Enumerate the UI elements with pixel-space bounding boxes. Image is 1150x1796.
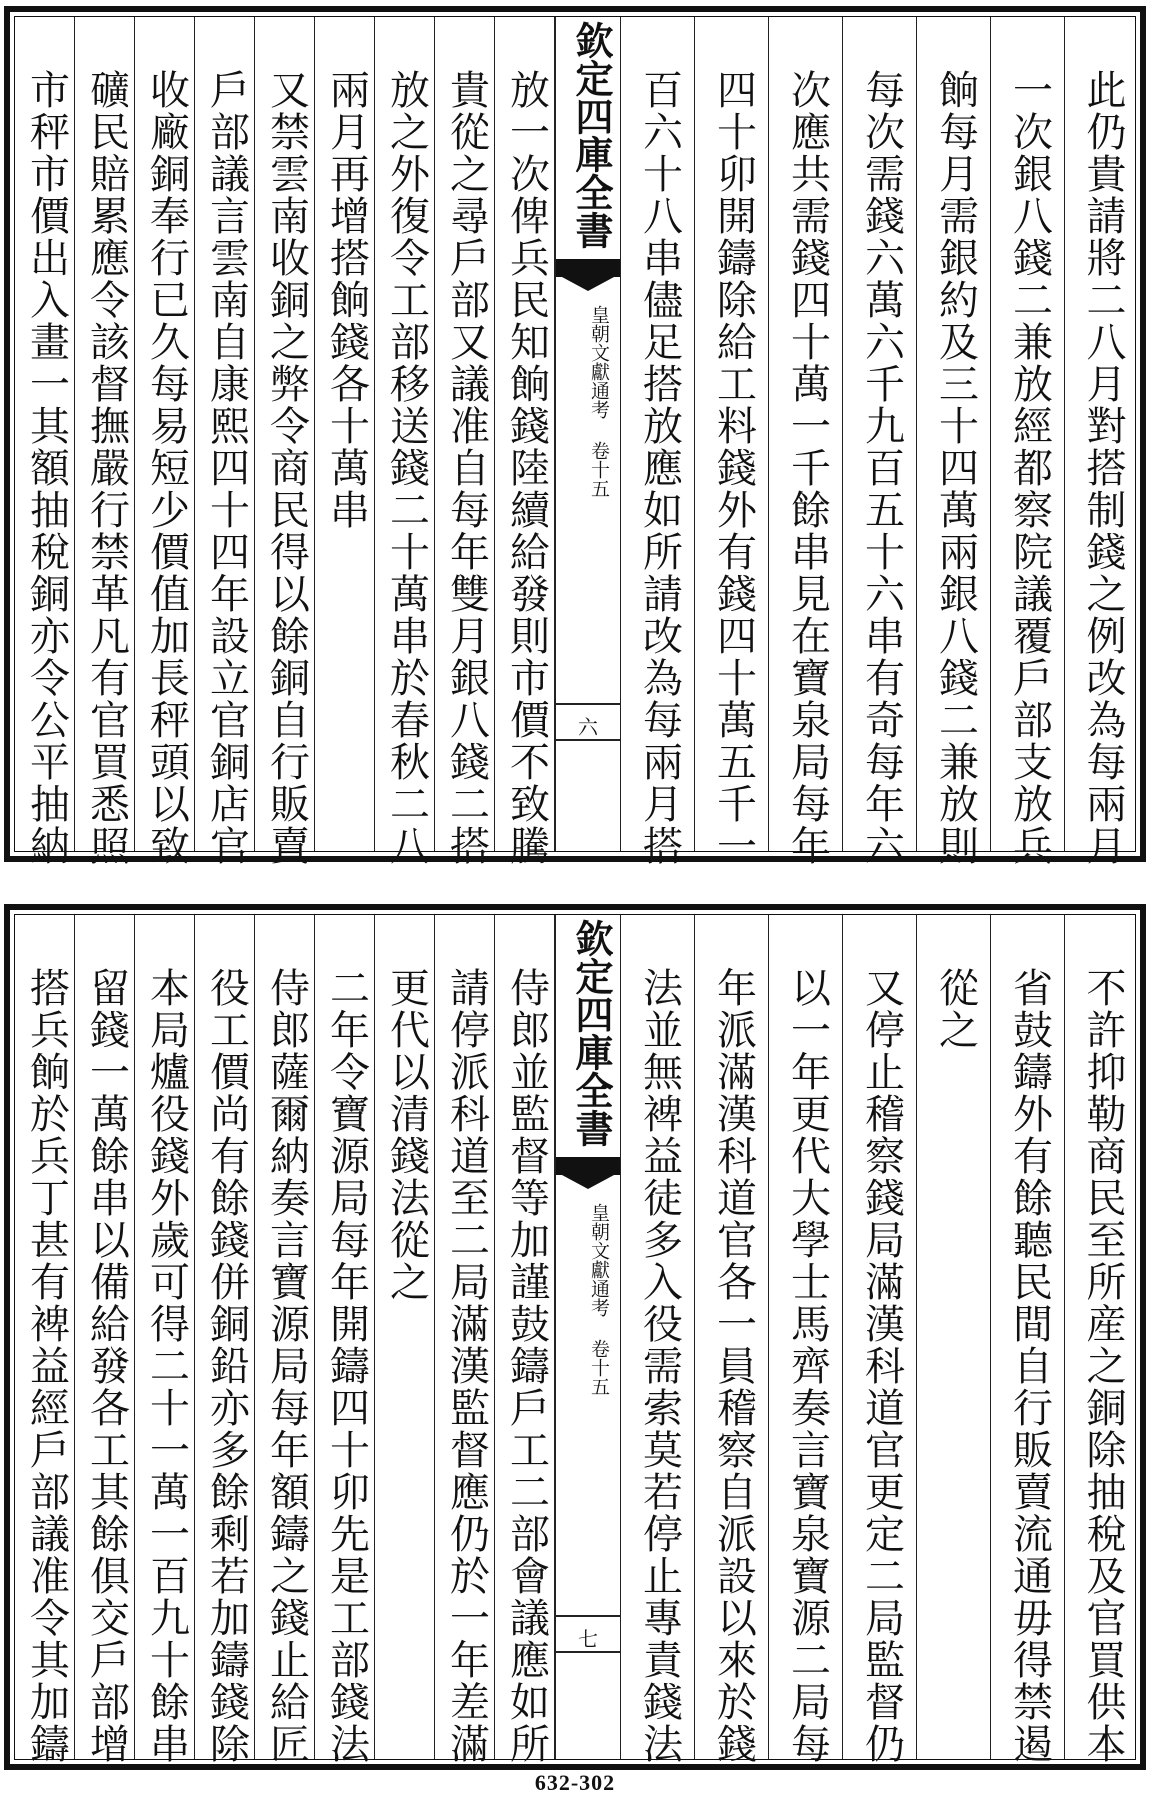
bottom-page-frame: [4, 904, 1146, 1770]
column-text: 從之: [932, 967, 979, 1051]
text-column: [991, 17, 1065, 867]
top-page-inner-border: [14, 16, 1136, 867]
center-title: 欽定四庫全書: [569, 21, 614, 249]
column-text: 本局爐役錢外歲可得二十一萬一百九十餘串: [143, 967, 190, 1765]
column-text: 留錢一萬餘串以備給發各工其餘俱交戶部增: [83, 967, 130, 1765]
text-column: [495, 17, 555, 867]
folio-number: 七: [578, 1627, 598, 1651]
text-column: [75, 915, 135, 1765]
column-text: 餉每月需銀約及三十四萬兩銀八錢二兼放則: [932, 69, 979, 867]
center-fold: [555, 17, 621, 851]
column-text: 侍郎薩爾納奏言寶源局每年額鑄之錢止給匠: [263, 967, 310, 1765]
text-column: [1065, 17, 1137, 867]
text-column: [917, 17, 991, 867]
page-number: 632-302: [534, 1770, 616, 1795]
center-subtitle: 皇朝文獻通考 卷十五: [588, 305, 610, 498]
folio-rule: [556, 1615, 620, 1617]
text-column: [255, 915, 315, 1765]
column-text: 省鼓鑄外有餘聽民間自行販賣流通毋得禁遏: [1006, 967, 1053, 1765]
text-column: [15, 915, 75, 1765]
top-page-frame: [4, 6, 1146, 867]
folio-rule: [556, 739, 620, 741]
column-text: 役工價尚有餘錢併銅鉛亦多餘剩若加鑄錢除: [203, 967, 250, 1765]
column-text: 市秤市價出入畫一其額抽稅銅亦令公平抽納: [23, 69, 70, 867]
column-text: 又禁雲南收銅之弊令商民得以餘銅自行販賣: [263, 69, 310, 867]
column-text: 礦民賠累應令該督撫嚴行禁革凡有官買悉照: [83, 69, 130, 867]
text-column: [75, 17, 135, 867]
column-text: 請停派科道至二局滿漢監督應仍於一年差滿: [443, 967, 490, 1765]
column-text: 年派滿漢科道官各一員稽察自派設以來於錢: [710, 967, 757, 1765]
text-column: [375, 915, 435, 1759]
text-column: [315, 915, 375, 1765]
folio-rule: [556, 1651, 620, 1653]
center-subtitle: 皇朝文獻通考 卷十五: [588, 1203, 610, 1396]
text-column: [917, 915, 991, 1759]
column-text: 貴從之尋戶部又議准自每年雙月銀八錢二搭: [443, 69, 490, 867]
column-text: 更代以清錢法從之: [383, 967, 430, 1303]
column-text: 以一年更代大學士馬齊奏言寶泉寶源二局每: [784, 967, 831, 1765]
text-column: [135, 17, 195, 867]
bottom-page-inner-border: [14, 914, 1136, 1765]
text-column: [435, 915, 495, 1765]
column-text: 侍郎並監督等加謹鼓鑄戶工二部會議應如所: [503, 967, 550, 1765]
text-column: [1065, 915, 1137, 1765]
text-column: [195, 17, 255, 867]
text-column: [135, 915, 195, 1765]
column-text: 二年令寶源局每年開鑄四十卯先是工部錢法: [323, 967, 370, 1765]
text-column: [315, 17, 375, 851]
column-text: 搭兵餉於兵丁甚有裨益經戶部議准令其加鑄: [23, 967, 70, 1765]
column-text: 百六十八串儘足搭放應如所請改為每兩月搭: [636, 69, 683, 867]
text-column: [843, 17, 917, 867]
column-text: 戶部議言雲南自康熙四十四年設立官銅店官: [203, 69, 250, 867]
folio-rule: [556, 703, 620, 705]
column-text: 一次銀八錢二兼放經都察院議覆戶部支放兵: [1006, 69, 1053, 867]
column-text: 不許抑勒商民至所産之銅除抽稅及官買供本: [1080, 967, 1126, 1765]
column-text: 兩月再增搭餉錢各十萬串: [323, 69, 370, 531]
text-column: [769, 915, 843, 1765]
column-text: 每次需錢六萬六千九百五十六串有奇每年六: [858, 69, 905, 867]
center-title: 欽定四庫全書: [569, 919, 614, 1147]
text-column: [695, 915, 769, 1765]
column-text: 四十卯開鑄除給工料錢外有錢四十萬五千一: [710, 69, 757, 867]
text-column: [621, 915, 695, 1765]
fish-tail-ornament: [556, 259, 620, 277]
fish-tail-ornament: [556, 1157, 620, 1175]
column-text: 放一次俾兵民知餉錢陸續給發則市價不致騰: [503, 69, 550, 867]
text-column: [695, 17, 769, 867]
text-column: [375, 17, 435, 867]
text-column: [991, 915, 1065, 1765]
column-text: 收廠銅奉行已久每易短少價值加長秤頭以致: [143, 69, 190, 867]
column-text: 法並無裨益徒多入役需索莫若停止專責錢法: [636, 967, 683, 1765]
column-text: 此仍貴請將二八月對搭制錢之例改為每兩月: [1080, 69, 1126, 867]
text-column: [843, 915, 917, 1765]
center-fold: [555, 915, 621, 1759]
text-column: [621, 17, 695, 867]
text-column: [255, 17, 315, 867]
column-text: 次應共需錢四十萬一千餘串見在寶泉局每年: [784, 69, 831, 867]
text-column: [15, 17, 75, 867]
column-text: 又停止稽察錢局滿漢科道官更定二局監督仍: [858, 967, 905, 1765]
column-text: 放之外復令工部移送錢二十萬串於春秋二八: [383, 69, 430, 867]
text-column: [195, 915, 255, 1765]
text-column: [435, 17, 495, 867]
text-column: [769, 17, 843, 867]
folio-number: 六: [578, 715, 598, 739]
text-column: [495, 915, 555, 1765]
